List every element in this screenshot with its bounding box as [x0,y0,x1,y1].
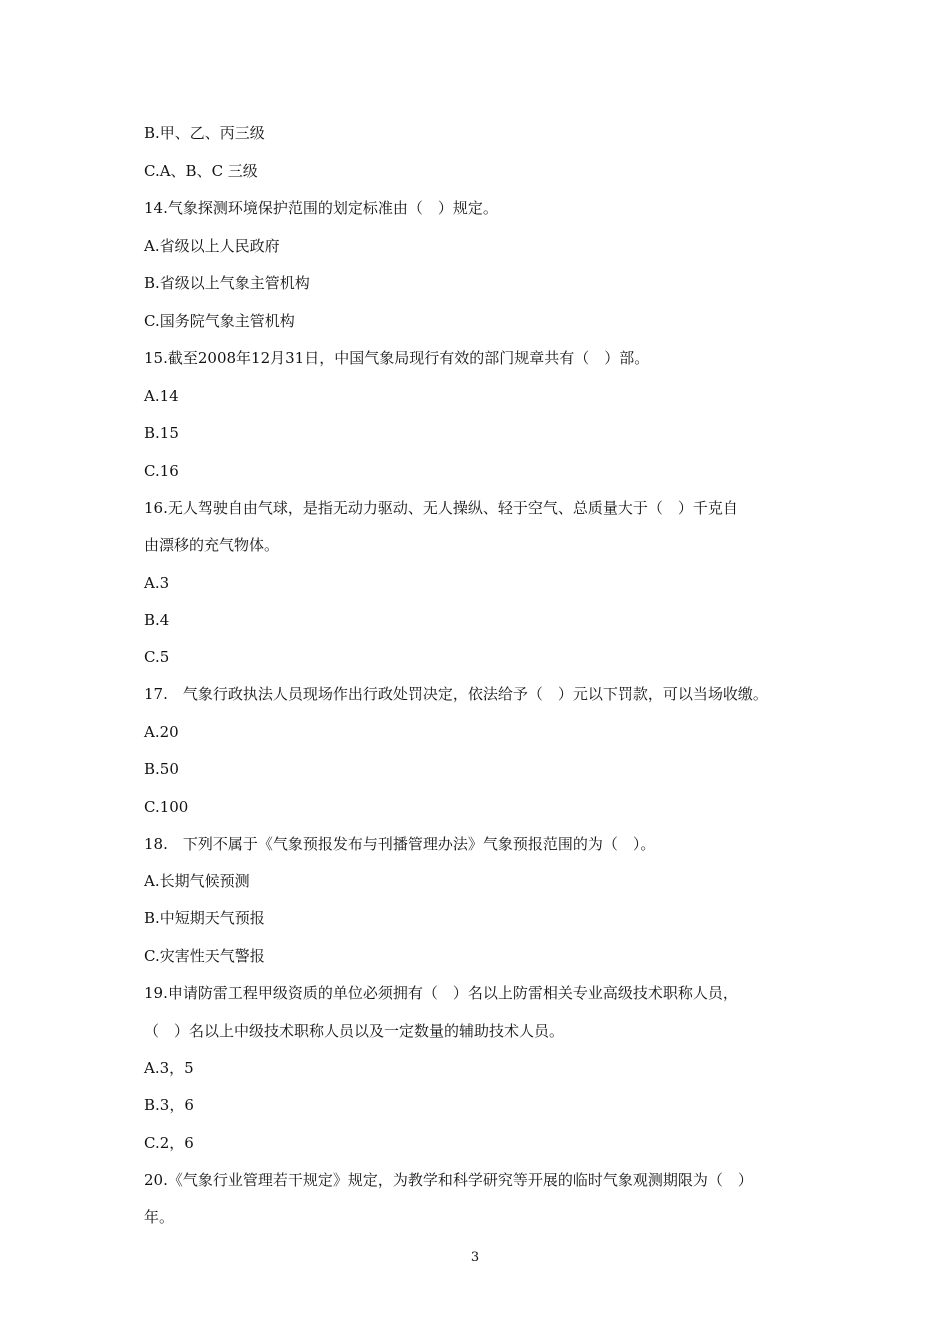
question-15: 15.截至2008年12月31日，中国气象局现行有效的部门规章共有（ ）部。 [144,349,650,367]
option-14b: B.省级以上气象主管机构 [144,274,310,292]
option-18c: C.灾害性天气警报 [144,947,265,965]
question-16-line-1: 16.无人驾驶自由气球，是指无动力驱动、无人操纵、轻于空气、总质量大于（ ）千克自 [144,499,738,517]
option-15b: B.15 [144,424,179,442]
option-17a: A.20 [144,723,179,741]
option-17b: B.50 [144,760,179,778]
option-15c: C.16 [144,462,179,480]
question-16-line-2: 由漂移的充气物体。 [144,536,280,554]
option-16b: B.4 [144,611,170,629]
page-number: 3 [470,1250,480,1265]
option-19a: A.3，5 [144,1059,194,1077]
question-19-line-2: （ ）名以上中级技术职称人员以及一定数量的辅助技术人员。 [144,1022,565,1040]
question-19-line-1: 19.申请防雷工程甲级资质的单位必须拥有（ ）名以上防雷相关专业高级技术职称人员， [144,984,738,1002]
option-18b: B.中短期天气预报 [144,909,265,927]
option-14c: C.国务院气象主管机构 [144,312,295,330]
option-17c: C.100 [144,798,189,816]
option-13c: C.A、B、C 三级 [144,162,258,180]
question-14: 14.气象探测环境保护范围的划定标准由（ ）规定。 [144,199,498,217]
question-20-line-2: 年。 [144,1208,175,1226]
option-19c: C.2，6 [144,1134,194,1152]
option-15a: A.14 [144,387,179,405]
option-16c: C.5 [144,648,170,666]
option-14a: A.省级以上人民政府 [144,237,280,255]
option-19b: B.3，6 [144,1096,194,1114]
option-13b: B.甲、乙、丙三级 [144,124,265,142]
question-17: 17. 气象行政执法人员现场作出行政处罚决定，依法给予（ ）元以下罚款，可以当场收缴。 [144,685,768,703]
question-20-line-1: 20.《气象行业管理若干规定》规定，为教学和科学研究等开展的临时气象观测期限为（ ） [144,1171,753,1189]
option-18a: A.长期气候预测 [144,872,250,890]
option-16a: A.3 [144,574,170,592]
question-18: 18. 下列不属于《气象预报发布与刊播管理办法》气象预报范围的为（ ）。 [144,835,656,853]
